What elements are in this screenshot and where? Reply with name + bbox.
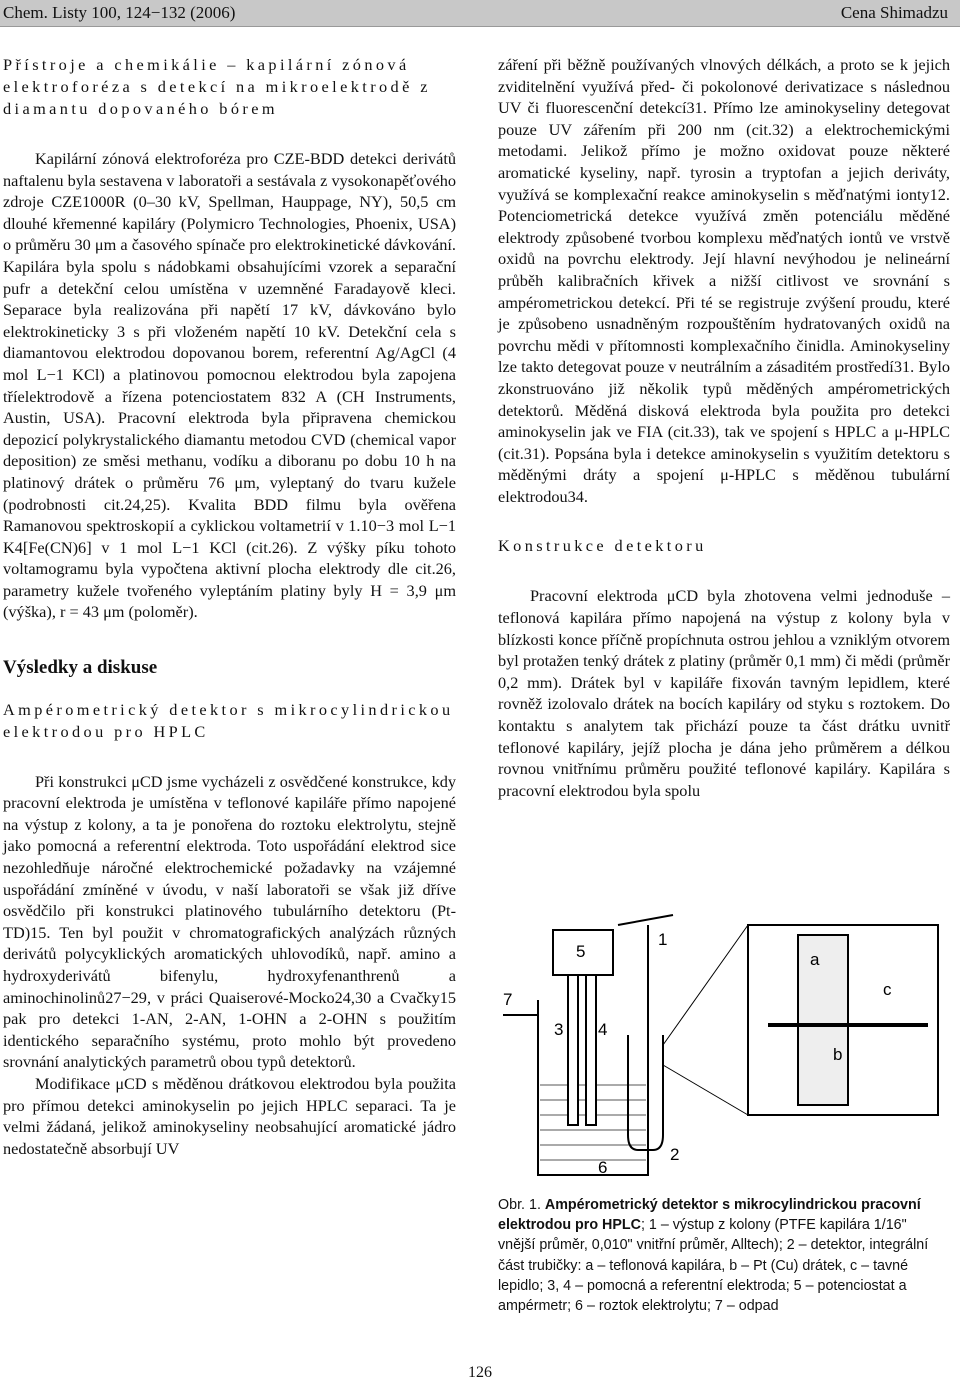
figure-label-3: 3 bbox=[554, 1020, 564, 1039]
figure-label-b: b bbox=[833, 1045, 843, 1064]
caption-title: Ampérometrický detektor s mikrocylindrickou pracovní elektrodou pro HPLC bbox=[498, 1197, 921, 1234]
subsection-title-detector: Ampérometrický detektor s mikrocylindrickou elektrodou pro HPLC bbox=[3, 699, 454, 741]
figure-label-c: c bbox=[883, 980, 892, 999]
detector-diagram bbox=[498, 905, 950, 1183]
figure-label-1: 1 bbox=[658, 930, 668, 949]
subsection-title-construction: Konstrukce detektoru bbox=[498, 536, 707, 556]
page-number: 126 bbox=[468, 1364, 492, 1381]
paragraph-instruments: Kapilární zónová elektroforéza pro CZE-BDD detekci derivátů naftalenu byla sestavena v laboratoři a sestávala z vysokonapěťového zdroje CZE1000R (0–30 kV, Spellman, Hauppage, NY), 50,5 cm dlouhé křemenné kapiláry (Polymicro Technologies, Phoenix, USA) o průměru 30 μm a časového spínače pro elektrokinetické dávkování. Kapilára byla spolu s nádobkami obsahujícími vzorek a separační pufr a detekční celou umístěna v uzemněné Faradayově kleci. Separace byla realizována při napětí 17 kV, dávkováno bylo elektrokineticky 3 s při vloženém napětí 10 kV. Detekční cela s diamantovou elektrodou dopovanou borem, referentní Ag/AgCl (4 mol L−1 KCl) a platinovou pomocnou elektrodou byla zapojena tříelektrodově a řízena potenciostatem 832 A (CH Instruments, Austin, USA). Pracovní elektroda byla připravena chemickou depozicí polykrystalického diamantu metodou CVD (chemical vapor deposition) ze směsi methanu, vodíku a diboranu po dobu 10 h na platinový drátek o průměru 76 μm, vyleptaný do tvaru kužele (podrobnosti cit.24,25). Kvalita BDD filmu byla ověřena Ramanovou spektroskopií a cyklickou voltametrií v 1.10−3 mol L−1 K4[Fe(CN)6] v 1 mol L−1 KCl (cit.26). Z výšky píku tohoto voltamogramu byla vypočtena aktivní plocha elektrody dle cit.26, parametry kužele tvořeného vyleptáním platiny byly H = 3,9 μm (výška), r = 43 μm (poloměr). bbox=[3, 149, 456, 622]
right-column bbox=[498, 54, 950, 801]
figure-label-6: 6 bbox=[598, 1158, 608, 1177]
figure-label-5: 5 bbox=[576, 942, 586, 961]
section-title-results: Výsledky a diskuse bbox=[3, 657, 158, 679]
paragraph-electrode: Pracovní elektroda μCD byla zhotovena velmi jednoduše – teflonová kapilára přímo napojená na výstup z kolony byla v blízkosti konce příčně propíchnuta ostrou jehlou a vzniklým otvorem byl protažen tenký drátek z platiny (průměr 0,1 mm) či mědi (průměr 0,2 mm). Drátek byl v kapiláře fixován tavným lepidlem, které rovněž izolovalo drátek na bocích kapiláry od styku s roztokem. Do kontaktu s analytem tak přichází pouze ta část drátku uvnitř teflonové kapiláry, jejíž plocha je dána jeho průměrem a délkou rovnou vnitřnímu průměru použité teflonové kapiláry. Kapilára s pracovní elektrodou byla spolu bbox=[498, 586, 950, 800]
header-section-name: Cena Shimadzu bbox=[840, 3, 948, 22]
left-column bbox=[3, 54, 456, 1159]
paragraph-modification: Modifikace μCD s měděnou drátkovou elektrodou byla použita pro přímou detekci aminokyselin po jejich HPLC separaci. Ta je velmi žádaná, jelikož aminokyseliny neobsahující aromatické jádro nedostatečně absorbují UV bbox=[3, 1073, 456, 1158]
page-header bbox=[0, 0, 960, 27]
detector-figure bbox=[498, 905, 950, 1183]
figure-caption bbox=[498, 1195, 938, 1316]
caption-text: ; 1 – výstup z kolony (PTFE kapilára 1/16" vnější průměr, 0,010" vnitřní průměr, Alltech); 2 – detektor, integrální část trubičky: a – teflonová kapilára, b – Pt (Cu) drátek, c – tavné lepidlo; 3, 4 – pomocná a referentní elektroda; 5 – potenciostat a ampérmetr; 6 – roztok elektrolytu; 7 – odpad bbox=[498, 1217, 929, 1315]
paragraph-amino-acids: záření při běžně používaných vlnových délkách, a proto se k jejich zviditelnění využívá před- či pokolonové derivatizace s následnou UV či fluorescenční detekcí31. Přímo lze aminokyseliny detegovat pouze UV zářením při 200 nm (cit.32) a elektrochemickými metodami. Jelikož přímo je možno oxidovat pouze některé aromatické kyseliny, např. tyrosin a tryptofan a jejich deriváty, využívá se komplexační reakce aminokyselin s měďnatými ionty12. Potenciometrická detekce využívá změn potenciálu měděné elektrody způsobené tvorbou komplexu měďnatých iontů ve vrstvě oxidů na povrchu elektrody. Její hlavní nevýhodou je nelineární průběh kalibračních křivek a nižší citlivost ve srovnání s ampérometrickou detekcí. Při té se registruje zvýšení proudu, které je způsobeno usnadněným rozpouštěním hydratovaných oxidů na povrchu mědi v přítomnosti komplexačního činidla. Aminokyseliny lze takto detegovat pouze v neutrálním a zásaditém prostředí31. Bylo zkonstruováno již několik typů měděných ampérometrických detektorů. Měděná disková elektroda byla použita pro detekci aminokyselin jak ve FIA (cit.33), tak ve spojení s HPLC a μ-HPLC (cit.31). Popsána byla i detekce aminokyselin s využitím detektoru s měděnými dráty a spojení μ-HPLC s měděnou tubulární elektrodou34. bbox=[498, 55, 950, 506]
journal-citation: Chem. Listy 100, 124−132 (2006) bbox=[3, 3, 236, 22]
figure-label-4: 4 bbox=[598, 1020, 608, 1039]
paragraph-construction: Při konstrukci μCD jsme vycházeli z osvědčené konstrukce, kdy pracovní elektroda je umístěna v teflonové kapiláře přímo napojené na výstup z kolony, a ta je ponořena do roztoku elektrolytu, stejně jako pomocná a referentní elektroda. Toto uspořádání elektrod sice nezohledňuje náročné elektrochemické požadavky na vzájemné uspořádání zmíněné v úvodu, v naší laboratoři se však již dříve osvědčilo při konstrukci platinového tubulárního detektoru (Pt-TD)15. Ten byl použit v chromatografických analýzách různých derivátů polycyklických aromatických uhlovodíků, např. amino a hydroxyderivátů bifenylu, hydroxyfenanthrenů a aminochinolinů27−29, v práci Quaiserové-Mocko24,30 a Cvačky15 pak pro detekci 1-AN, 2-AN, 1-OHN a 2-OHN s použitím identického separačního systému, proto mohlo být provedeno srovnání analytických parametrů obou typů detektorů. bbox=[3, 771, 456, 1072]
figure-label-2: 2 bbox=[670, 1145, 680, 1164]
figure-label-a: a bbox=[810, 950, 820, 969]
figure-label-7: 7 bbox=[503, 990, 513, 1009]
caption-prefix: Obr. 1. bbox=[498, 1197, 545, 1213]
section-title-instruments: Přístroje a chemikálie – kapilární zónová elektroforéza s detekcí na mikroelektrodě z diamantu dopovaného bórem bbox=[3, 55, 431, 118]
